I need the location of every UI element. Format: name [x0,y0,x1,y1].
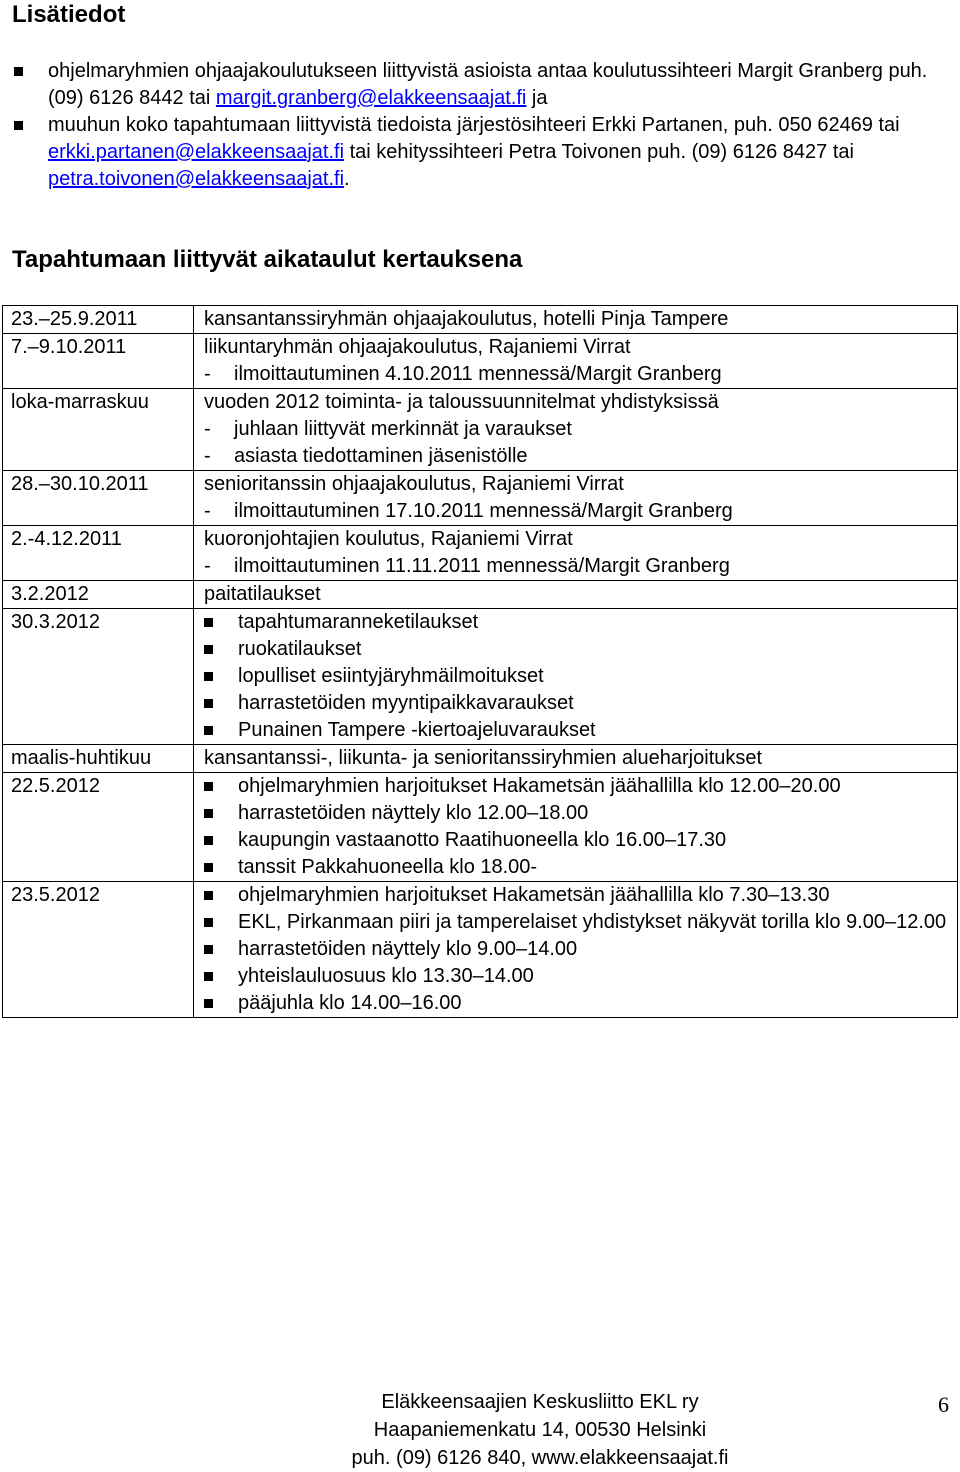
schedule-line: vuoden 2012 toiminta- ja taloussuunnitelmat yhdistyksissä [204,391,719,413]
schedule-bullet-item [204,773,949,800]
info-item-event [12,112,952,193]
schedule-date: 3.2.2012 [3,581,194,609]
schedule-bullet-item [204,609,949,636]
schedule-line: kuoronjohtajien koulutus, Rajaniemi Virrat [204,528,573,550]
schedule-content [194,609,958,745]
info-text: ohjelmaryhmien ohjaajakoulutukseen liittyvistä asioista antaa koulutussihteeri Margit Granberg puh. (09) 6126 8442 tai [48,60,928,109]
schedule-bullet-text: tanssit Pakkahuoneella klo 18.00- [238,856,538,878]
bullet-icon [204,836,213,845]
schedule-date: 22.5.2012 [3,773,194,882]
schedule-bullet-item [204,990,949,1017]
schedule-date: 23.5.2012 [3,882,194,1018]
bullet-icon [204,726,213,735]
schedule-line: kansantanssiryhmän ohjaajakoulutus, hotelli Pinja Tampere [204,308,729,330]
schedule-bullet-item [204,936,949,963]
bullet-icon [204,918,213,927]
schedule-content [194,471,958,526]
schedule-row [3,526,958,581]
schedule-row [3,581,958,609]
info-item-training [12,58,952,112]
page-number: 6 [938,1392,949,1417]
schedule-content [194,745,958,773]
schedule-bullet-item [204,717,949,744]
schedule-date: 28.–30.10.2011 [3,471,194,526]
email-link-petra[interactable]: petra.toivonen@elakkeensaajat.fi [48,168,345,190]
schedule-date: maalis-huhtikuu [3,745,194,773]
schedule-bullet-text: harrastetöiden näyttely klo 9.00–14.00 [238,938,578,960]
schedule-row [3,773,958,882]
bullet-icon [204,782,213,791]
schedule-row [3,609,958,745]
schedule-date: 30.3.2012 [3,609,194,745]
schedule-bullet-text: harrastetöiden myyntipaikkavaraukset [238,692,574,714]
schedule-line: liikuntaryhmän ohjaajakoulutus, Rajaniemi Virrat [204,336,631,358]
schedule-subitem: - ilmoittautuminen 17.10.2011 mennessä/Margit Granberg [204,498,949,525]
schedule-bullet-text: pääjuhla klo 14.00–16.00 [238,992,462,1014]
bullet-icon [14,67,23,76]
schedule-bullet-text: Punainen Tampere -kiertoajeluvaraukset [238,719,596,741]
footer [240,1388,840,1472]
footer-org: Eläkkeensaajien Keskusliitto EKL ry [381,1391,699,1413]
page-heading: Lisätiedot [12,1,126,28]
schedule-bullet-item [204,663,949,690]
bullet-icon [204,972,213,981]
schedule-bullet-text: ohjelmaryhmien harjoitukset Hakametsän jäähallilla klo 12.00–20.00 [238,775,841,797]
schedule-content [194,334,958,389]
schedule-bullet-item [204,963,949,990]
schedule-bullet-item [204,827,949,854]
info-text: muuhun koko tapahtumaan liittyvistä tiedoista järjestösihteeri Erkki Partanen, puh. 050 62469 tai [48,114,900,136]
schedule-date: 7.–9.10.2011 [3,334,194,389]
schedule-bullet-text: harrastetöiden näyttely klo 12.00–18.00 [238,802,589,824]
schedule-row [3,334,958,389]
schedule-subitem: - ilmoittautuminen 11.11.2011 mennessä/Margit Granberg [204,553,949,580]
schedule-bullet-item [204,636,949,663]
info-text: ja [526,87,548,109]
schedule-content [194,526,958,581]
schedule-bullet-item [204,909,949,936]
schedule-content [194,389,958,471]
schedule-content [194,882,958,1018]
schedule-bullet-text: ruokatilaukset [238,638,362,660]
schedule-content [194,773,958,882]
bullet-icon [204,618,213,627]
schedule-subitem: - ilmoittautuminen 4.10.2011 mennessä/Margit Granberg [204,361,949,388]
bullet-icon [14,121,23,130]
schedule-row [3,306,958,334]
schedule-content [194,306,958,334]
schedule-bullet-text: kaupungin vastaanotto Raatihuoneella klo 16.00–17.30 [238,829,727,851]
bullet-icon [204,672,213,681]
schedule-bullet-text: lopulliset esiintyjäryhmäilmoitukset [238,665,544,687]
bullet-icon [204,809,213,818]
schedule-row [3,389,958,471]
schedule-line: paitatilaukset [204,583,321,605]
bullet-icon [204,863,213,872]
schedule-content [194,581,958,609]
bullet-icon [204,999,213,1008]
schedule-line: kansantanssi-, liikunta- ja senioritanssiryhmien alueharjoitukset [204,747,763,769]
bullet-icon [204,945,213,954]
schedule-subitem: - asiasta tiedottaminen jäsenistölle [204,443,949,470]
schedule-bullet-item [204,854,949,881]
schedule-bullet-item [204,800,949,827]
schedule-date: loka-marraskuu [3,389,194,471]
info-text: tai kehityssihteeri Petra Toivonen puh. (09) 6126 8427 tai [344,141,854,163]
schedule-date: 2.-4.12.2011 [3,526,194,581]
schedule-bullet-item [204,690,949,717]
footer-address: Haapaniemenkatu 14, 00530 Helsinki [373,1419,707,1441]
email-link-erkki[interactable]: erkki.partanen@elakkeensaajat.fi [48,141,345,163]
bullet-icon [204,891,213,900]
schedule-bullet-text: EKL, Pirkanmaan piiri ja tamperelaiset yhdistykset näkyvät torilla klo 9.00–12.00 [238,911,947,933]
schedule-bullet-text: tapahtumaranneketilaukset [238,611,479,633]
schedule-bullet-text: yhteislauluosuus klo 13.30–14.00 [238,965,534,987]
bullet-icon [204,645,213,654]
schedule-date: 23.–25.9.2011 [3,306,194,334]
schedule-subitem: - juhlaan liittyvät merkinnät ja varaukset [204,416,949,443]
schedule-bullet-text: ohjelmaryhmien harjoitukset Hakametsän jäähallilla klo 7.30–13.30 [238,884,830,906]
schedule-line: senioritanssin ohjaajakoulutus, Rajaniemi Virrat [204,473,624,495]
footer-contact: puh. (09) 6126 840, www.elakkeensaajat.fi [351,1447,729,1469]
bullet-icon [204,699,213,708]
info-text: . [344,168,350,190]
email-link-margit[interactable]: margit.granberg@elakkeensaajat.fi [215,87,527,109]
info-list [12,58,952,193]
schedule-row [3,471,958,526]
schedule-heading: Tapahtumaan liittyvät aikataulut kertauksena [12,246,523,273]
schedule-row [3,745,958,773]
schedule-table [2,305,958,1018]
schedule-row [3,882,958,1018]
schedule-bullet-item [204,882,949,909]
